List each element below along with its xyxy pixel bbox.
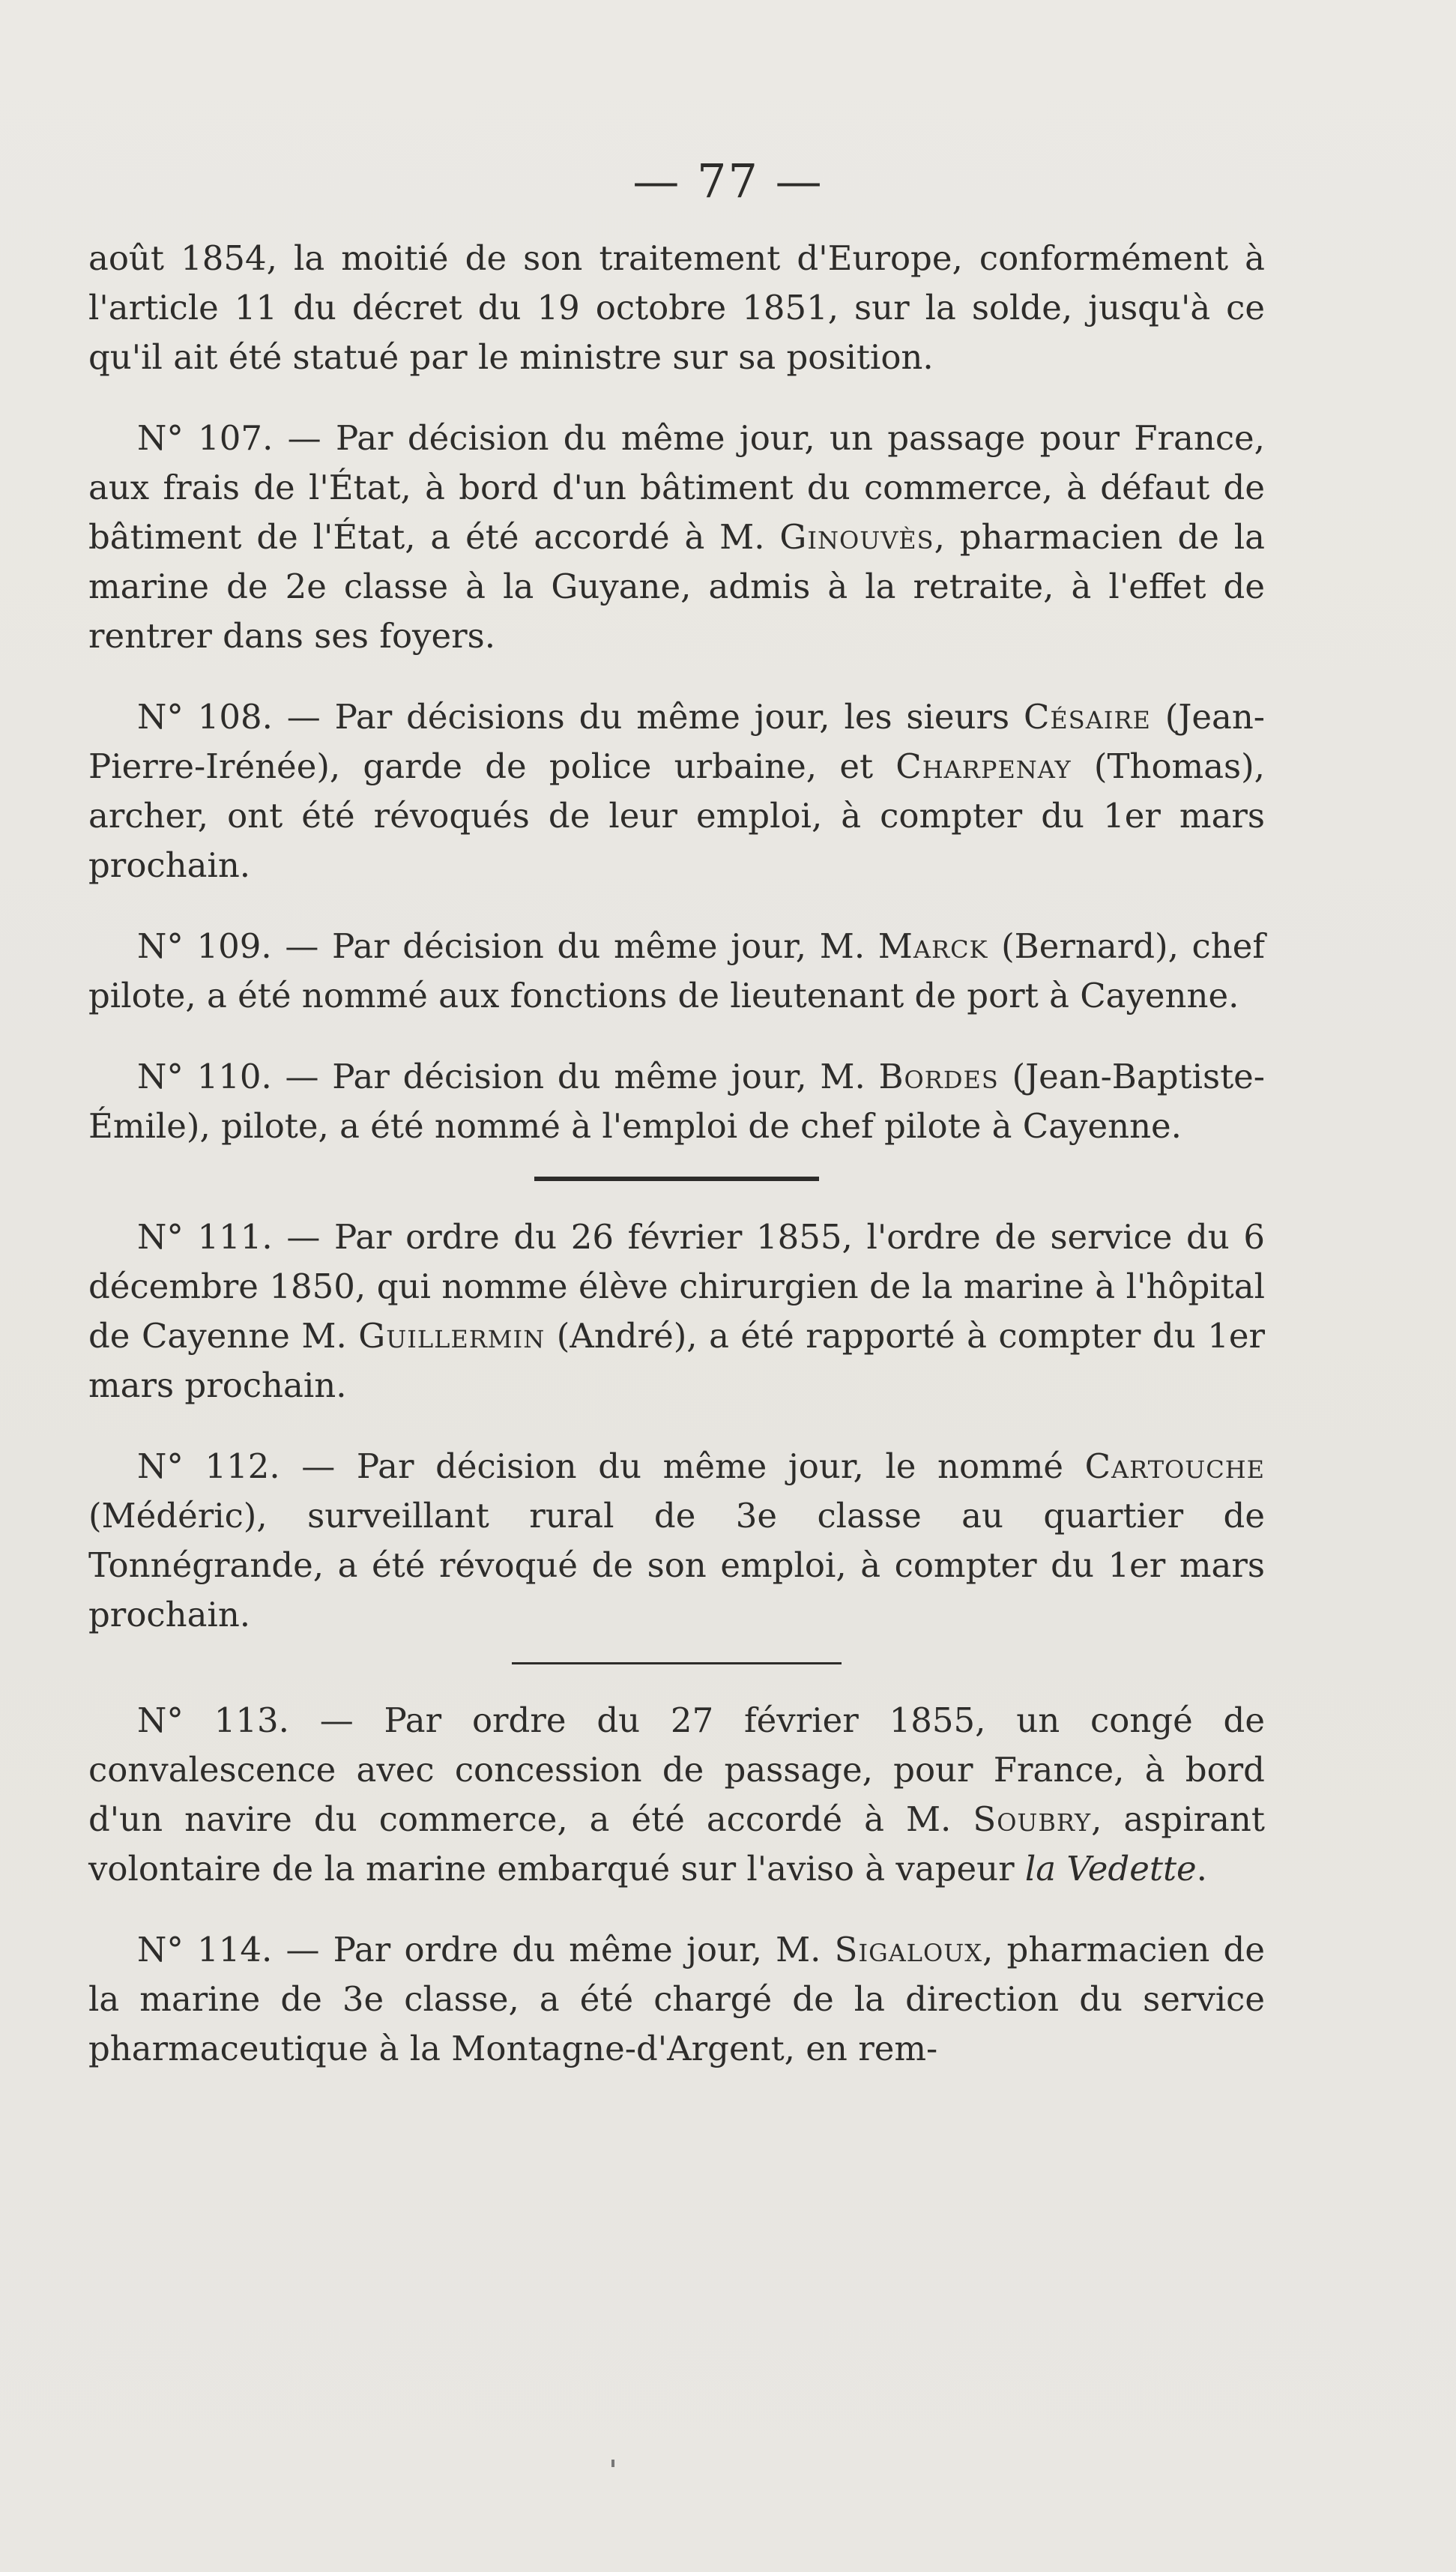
entry-text: N° 109. — Par décision du même jour, M. (137, 926, 878, 966)
entry-text: N° 114. — Par ordre du même jour, M. (137, 1930, 835, 1969)
entry-text: N° 107. — Par décision du même jour, un passage pour France, aux frais de l'État, à bord d'un bâtiment du commerce, à défaut de bâtiment de l'État, a été accordé à M. (88, 418, 1265, 557)
ship-name: la Vedette (1024, 1849, 1197, 1889)
entry-text: , pharmacien de la marine de 3e classe, a été chargé de la direction du service pharmaceutique à la Montagne-d'Argent, en rem- (88, 1930, 1265, 2068)
person-name: Sigaloux (834, 1930, 983, 1969)
person-name: Césaire (1023, 697, 1151, 737)
entry-text: (Bernard), chef pilote, a été nommé aux fonctions de lieutenant de port à Cayenne. (88, 926, 1265, 1015)
entry-text: , aspirant volontaire de la marine embarqué sur l'aviso à vapeur (88, 1799, 1265, 1889)
person-name: Cartouche (1084, 1446, 1265, 1486)
section-divider (534, 1177, 819, 1181)
paper-speck (611, 2460, 614, 2467)
person-name: Marck (877, 926, 988, 966)
entry-114 (88, 1925, 1265, 2074)
entry-text: N° 111. — Par ordre du 26 février 1855, l'ordre de service du 6 décembre 1850, qui nomme élève chirurgien de la marine à l'hôpital de Cayenne M. (88, 1217, 1265, 1356)
entry-text: N° 113. — Par ordre du 27 février 1855, un congé de convalescence avec concession de passage, pour France, à bord d'un navire du commerce, a été accordé à M. (88, 1700, 1265, 1839)
page-number: — 77 — (632, 154, 824, 208)
entry-text: N° 110. — Par décision du même jour, M. (137, 1057, 879, 1096)
entry-text: (Thomas), archer, ont été révoqués de leur emploi, à compter du 1er mars prochain. (88, 746, 1265, 885)
entry-text: (Jean-Pierre-Irénée), garde de police urbaine, et (88, 697, 1265, 786)
person-name: Charpenay (895, 746, 1072, 786)
section-divider (512, 1662, 842, 1664)
entry-text: (André), a été rapporté à compter du 1er mars prochain. (88, 1316, 1266, 1405)
person-name: Guillermin (358, 1316, 546, 1356)
entry-111 (88, 1213, 1265, 1410)
paragraph-continuation (88, 234, 1265, 382)
entry-109 (88, 922, 1265, 1021)
paragraph-text: août 1854, la moitié de son traitement d'Europe, conformément à l'article 11 du décret du 19 octobre 1851, sur la solde, jusqu'à ce qu'il ait été statué par le ministre sur sa position. (88, 238, 1265, 377)
person-name: Ginouvès (779, 517, 934, 557)
person-name: Soubry (973, 1799, 1092, 1839)
page-body (88, 234, 1265, 2074)
entry-text: (Jean-Baptiste-Émile), pilote, a été nommé à l'emploi de chef pilote à Cayenne. (88, 1057, 1265, 1146)
person-name: Bordes (878, 1057, 999, 1096)
entry-107 (88, 414, 1265, 661)
entry-text: N° 108. — Par décisions du même jour, les sieurs (137, 697, 1024, 737)
entry-112 (88, 1442, 1265, 1640)
entry-text: , pharmacien de la marine de 2e classe à la Guyane, admis à la retraite, à l'effet de rentrer dans ses foyers. (88, 517, 1265, 656)
entry-text: (Médéric), surveillant rural de 3e classe au quartier de Tonnégrande, a été révoqué de son emploi, à compter du 1er mars prochain. (88, 1496, 1265, 1634)
entry-110 (88, 1052, 1265, 1151)
entry-113 (88, 1696, 1265, 1894)
entry-text: N° 112. — Par décision du même jour, le nommé (137, 1446, 1085, 1486)
entry-text: . (1196, 1849, 1207, 1889)
entry-108 (88, 692, 1265, 890)
